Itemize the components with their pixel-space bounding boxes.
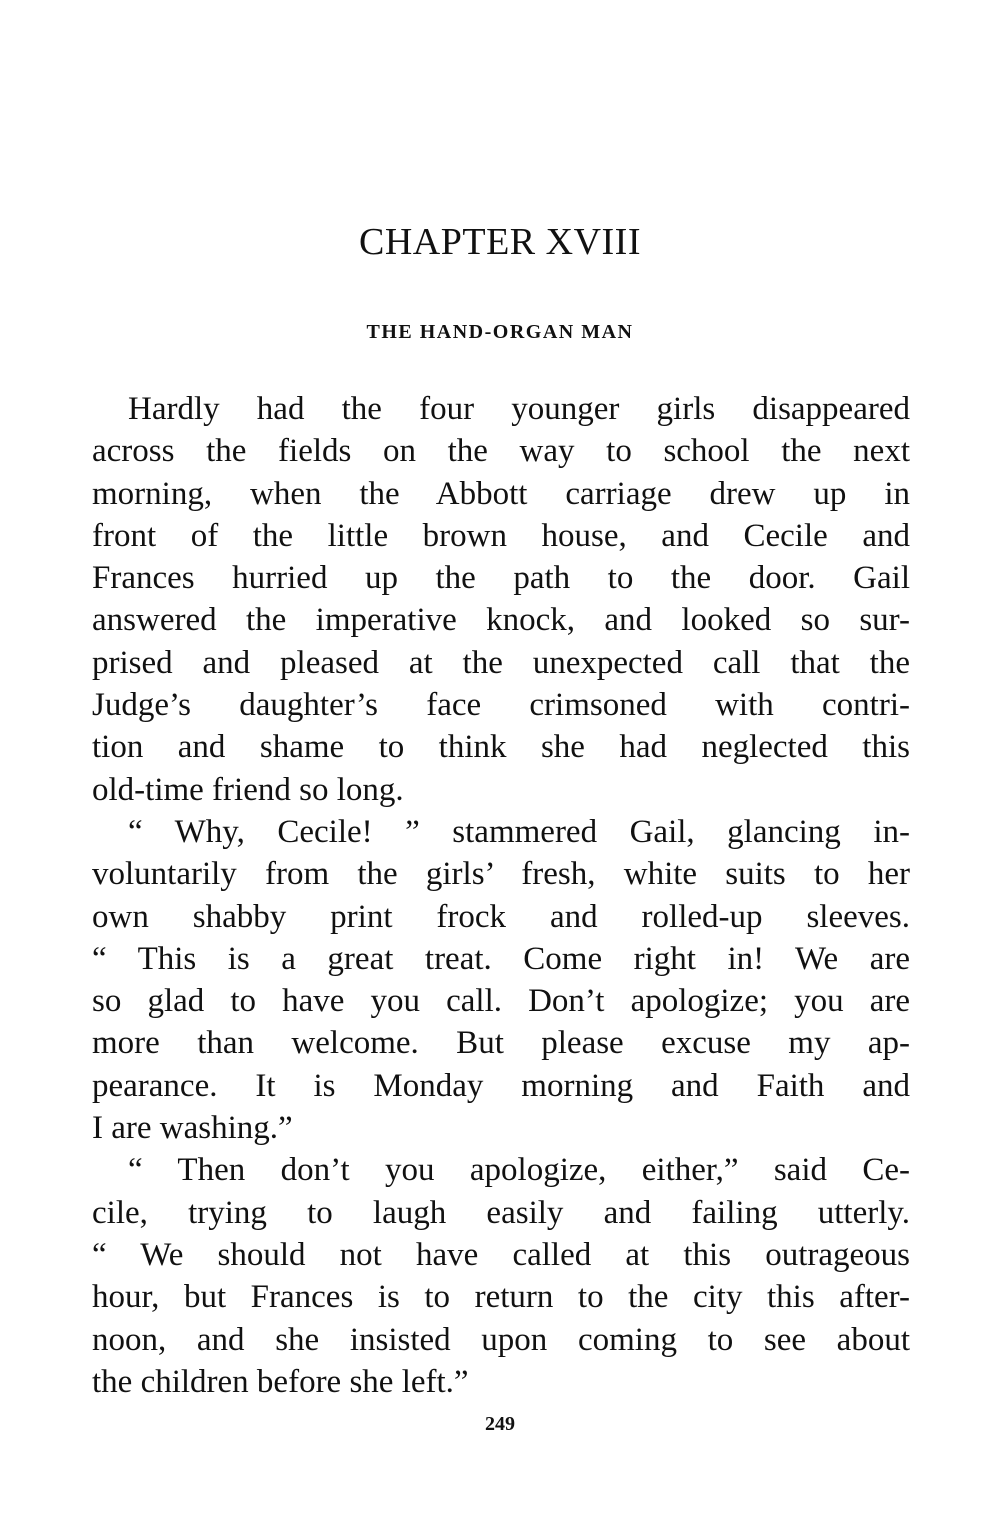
text-line: “ Why, Cecile! ” stammered Gail, glancing in- [128, 813, 910, 850]
text-line: tion and shame to think she had neglected this [92, 729, 910, 766]
chapter-heading: CHAPTER XVIII [359, 221, 641, 263]
page-number: 249 [485, 1413, 515, 1435]
paragraph-3 [92, 1149, 910, 1403]
text-line: answered the imperative knock, and looked so sur- [92, 602, 910, 639]
text-line: “ We should not have called at this outrageous [92, 1236, 910, 1273]
text-line: so glad to have you call. Don’t apologize; you are [92, 983, 910, 1020]
text-line: cile, trying to laugh easily and failing utterly. [92, 1194, 910, 1231]
text-line: voluntarily from the girls’ fresh, white suits to her [92, 856, 910, 893]
text-line: “ This is a great treat. Come right in! We are [92, 940, 910, 977]
text-line: old-time friend so long. [92, 771, 404, 808]
text-line: Judge’s daughter’s face crimsoned with contri- [92, 687, 910, 724]
body-text [92, 388, 910, 1403]
text-line: front of the little brown house, and Cecile and [92, 517, 910, 554]
text-line: pearance. It is Monday morning and Faith and [92, 1067, 910, 1104]
text-line: hour, but Frances is to return to the city this after- [92, 1279, 910, 1316]
text-line: Hardly had the four younger girls disappeared [128, 391, 910, 427]
text-line: the children before she left.” [92, 1363, 469, 1400]
text-line: more than welcome. But please excuse my ap- [92, 1025, 910, 1062]
paragraph-1 [92, 388, 910, 811]
text-line: across the fields on the way to school the next [92, 433, 910, 470]
text-line: “ Then don’t you apologize, either,” said Ce- [128, 1152, 910, 1189]
paragraph-2 [92, 811, 910, 1149]
text-line: Frances hurried up the path to the door. Gail [92, 560, 910, 597]
text-line: noon, and she insisted upon coming to see about [92, 1321, 910, 1358]
text-line: morning, when the Abbott carriage drew up in [92, 475, 910, 512]
text-line: own shabby print frock and rolled-up sleeves. [92, 898, 910, 935]
text-line: prised and pleased at the unexpected call that the [92, 644, 910, 681]
text-line: I are washing.” [92, 1110, 293, 1147]
chapter-subtitle: THE HAND-ORGAN MAN [366, 321, 634, 343]
